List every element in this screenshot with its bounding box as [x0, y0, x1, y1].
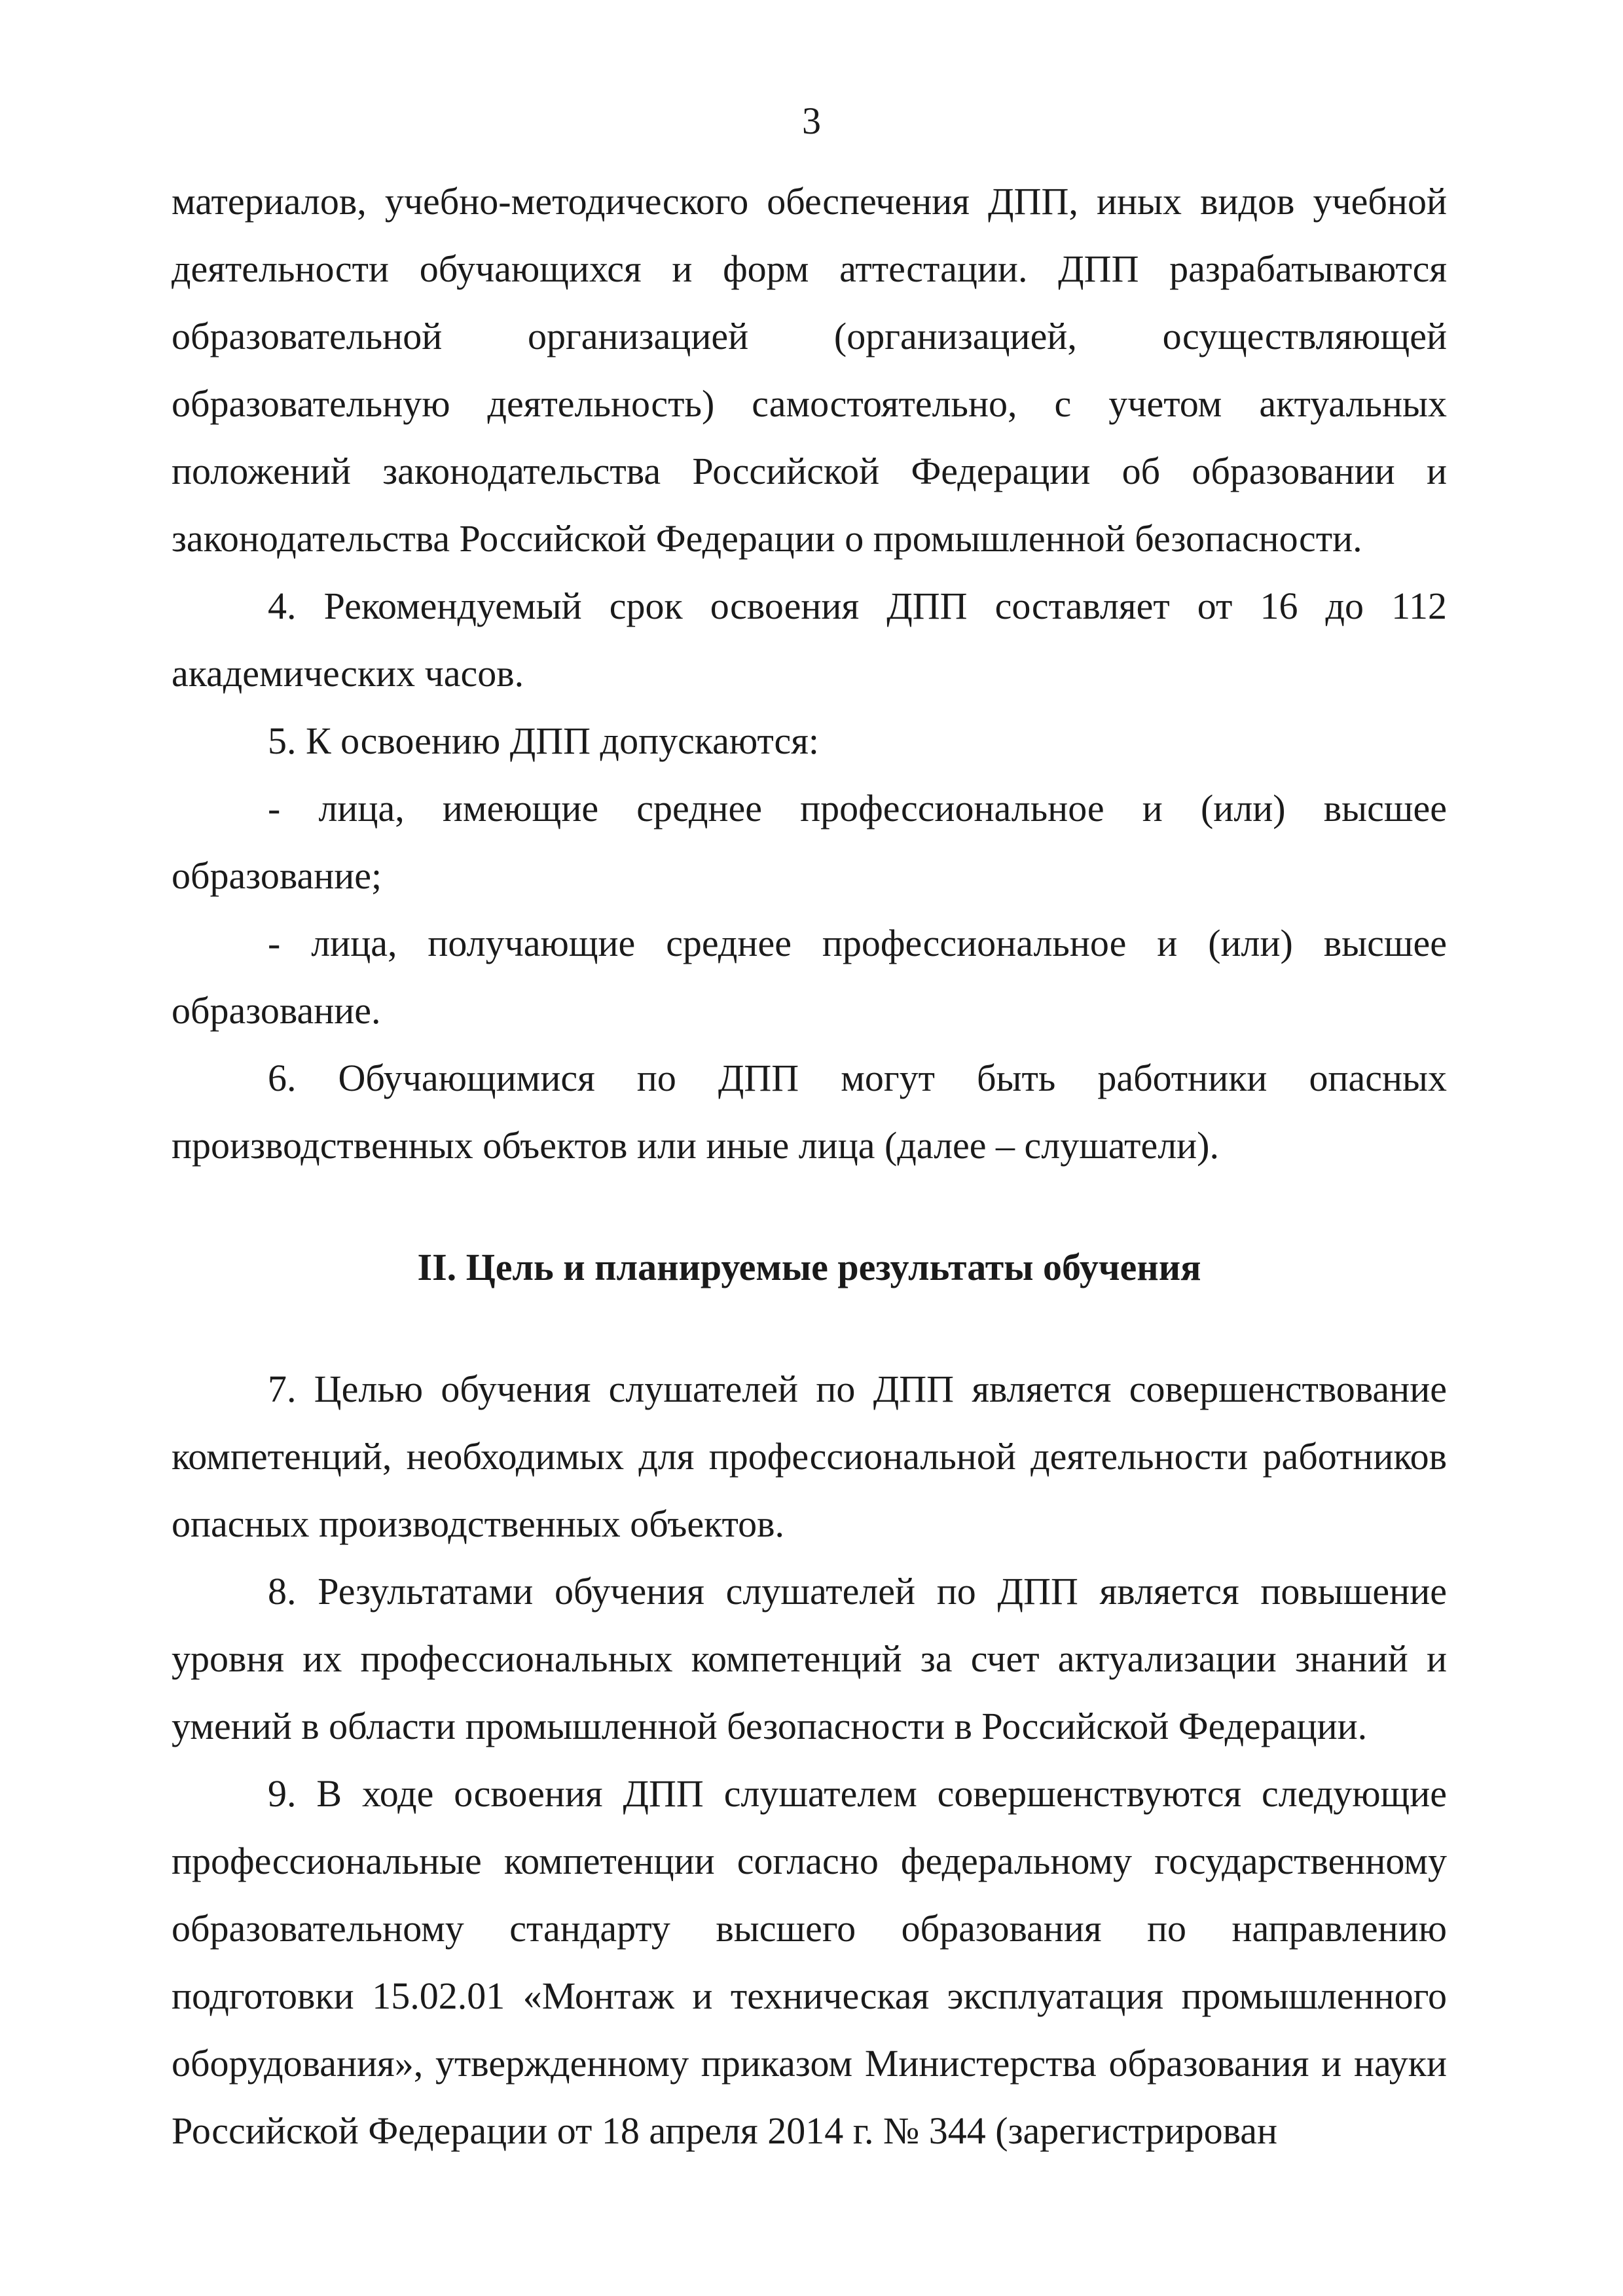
- paragraph-item-6: 6. Обучающимися по ДПП могут быть работники опасных производственных объектов или иные лица (далее – слушатели).: [172, 1057, 1447, 1167]
- paragraph-item-8: 8. Результатами обучения слушателей по ДПП является повышение уровня их профессиональных компетенций за счет актуализации знаний и умений в области промышленной безопасности в Российской Федерации.: [172, 1570, 1447, 1747]
- paragraph-item-9: 9. В ходе освоения ДПП слушателем совершенствуются следующие профессиональные компетенции согласно федеральному государственному образовательному стандарту высшего образования по направлению подготовки 15.02.01 «Монтаж и техническая эксплуатация промышленного оборудования», утвержденному приказом Министерства образования и науки Российской Федерации от 18 апреля 2014 г. № 344 (зарегистрирован: [172, 1772, 1447, 2152]
- list-item-secondary-higher-education: - лица, имеющие среднее профессиональное и (или) высшее образование;: [172, 787, 1447, 897]
- section-heading: II. Цель и планируемые результаты обучения: [417, 1246, 1201, 1288]
- paragraph-item-4: 4. Рекомендуемый срок освоения ДПП составляет от 16 до 112 академических часов.: [172, 585, 1447, 695]
- paragraph-item-7: 7. Целью обучения слушателей по ДПП является совершенствование компетенций, необходимых для профессиональной деятельности работников опасных производственных объектов.: [172, 1368, 1447, 1545]
- page-number: 3: [802, 100, 821, 142]
- list-item-receiving-education: - лица, получающие среднее профессиональное и (или) высшее образование.: [172, 922, 1447, 1032]
- document-body: [172, 168, 1447, 2164]
- paragraph-item-5: 5. К освоению ДПП допускаются:: [268, 720, 820, 762]
- paragraph-continuation: материалов, учебно-методического обеспечения ДПП, иных видов учебной деятельности обучающихся и форм аттестации. ДПП разрабатываются образовательной организацией (организацией, осуществляющей образовательную деятельность) самостоятельно, с учетом актуальных положений законодательства Российской Федерации об образовании и законодательства Российской Федерации о промышленной безопасности.: [172, 180, 1447, 560]
